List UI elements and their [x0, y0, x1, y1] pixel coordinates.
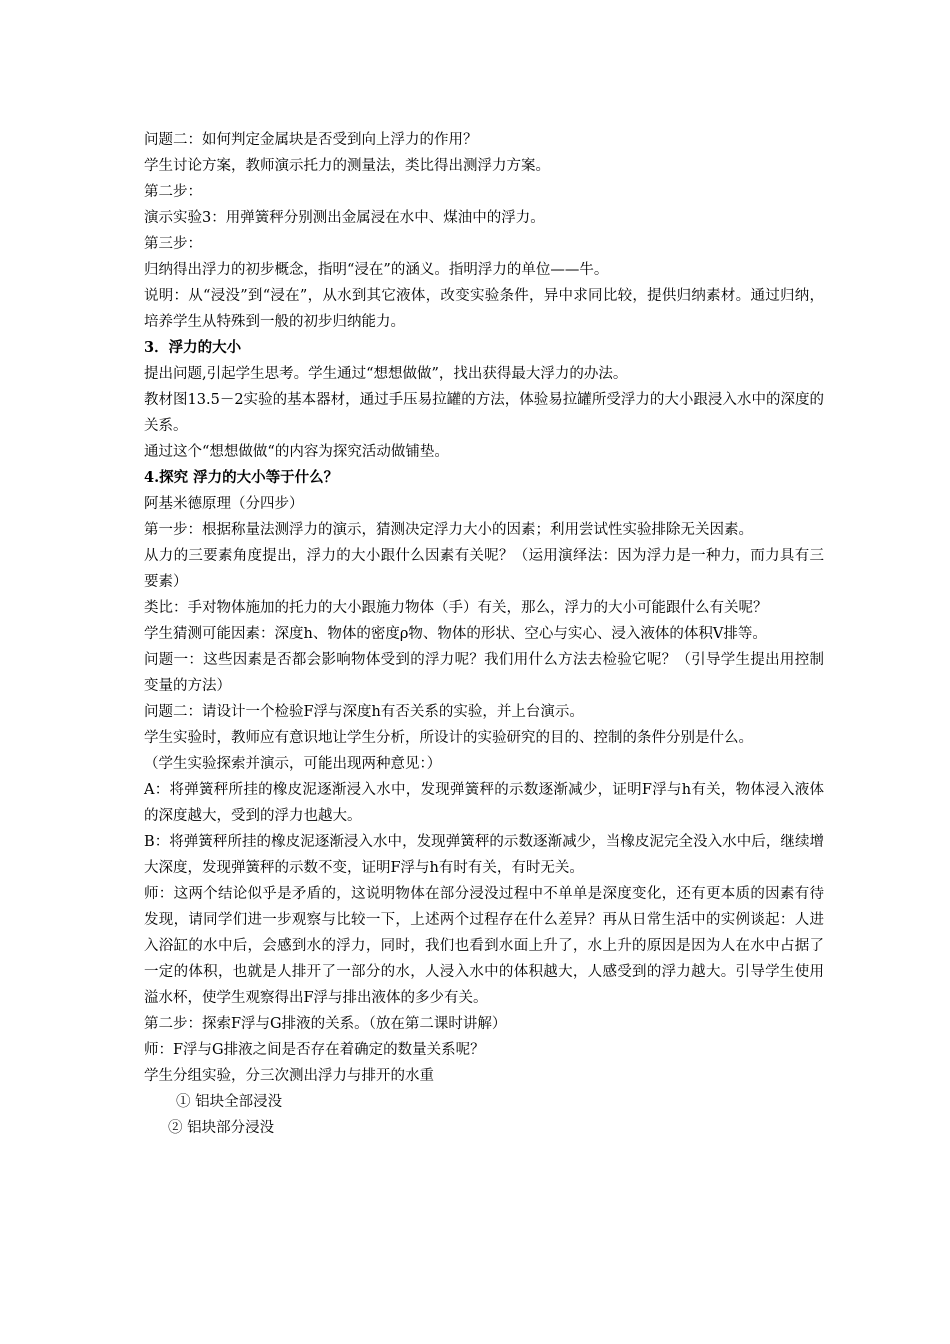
- paragraph: B：将弹簧秤所挂的橡皮泥逐渐浸入水中，发现弹簧秤的示数逐渐减少，当橡皮泥完全没入水中后，继续增大深度，发现弹簧秤的示数不变，证明F浮与h有时有关，有时无关。: [144, 834, 824, 876]
- paragraph: 说明：从“浸没”到“浸在”，从水到其它液体，改变实验条件，异中求同比较，提供归纳素材。通过归纳，培养学生从特殊到一般的初步归纳能力。: [144, 288, 824, 330]
- paragraph: 演示实验3：用弹簧秤分别测出金属浸在水中、煤油中的浮力。: [144, 210, 545, 226]
- paragraph: 类比：手对物体施加的托力的大小跟施力物体（手）有关，那么，浮力的大小可能跟什么有关呢？: [144, 600, 768, 616]
- section-heading: 4.探究 浮力的大小等于什么？: [144, 469, 339, 486]
- paragraph: 第二步：探索F浮与G排液的关系。（放在第二课时讲解）: [144, 1016, 507, 1032]
- paragraph: 问题一：这些因素是否都会影响物体受到的浮力呢？我们用什么方法去检验它呢？（引导学生提出用控制变量的方法）: [144, 652, 824, 694]
- paragraph: 师：F浮与G排液之间是否存在着确定的数量关系呢？: [144, 1042, 485, 1058]
- paragraph: 从力的三要素角度提出，浮力的大小跟什么因素有关呢？（运用演绎法：因为浮力是一种力，而力具有三要素）: [144, 548, 824, 590]
- paragraph: 师：这两个结论似乎是矛盾的，这说明物体在部分浸没过程中不单单是深度变化，还有更本质的因素有待发现，请同学们进一步观察与比较一下，上述两个过程存在什么差异？再从日常生活中的实例谈起：人进入浴缸的水中后，会感到水的浮力，同时，我们也看到水面上升了，水上升的原因是因为人在水中占据了一定的体积，也就是人排开了一部分的水，人浸入水中的体积越大，人感受到的浮力越大。引导学生使用溢水杯，使学生观察得出F浮与排出液体的多少有关。: [144, 886, 824, 1006]
- paragraph: 第二步：: [144, 184, 202, 200]
- paragraph: 学生分组实验，分三次测出浮力与排开的水重: [144, 1068, 434, 1084]
- list-item: ② 铝块部分浸没: [168, 1120, 275, 1136]
- section-heading: 3．浮力的大小: [144, 339, 242, 356]
- paragraph: 教材图13.5－2实验的基本器材，通过手压易拉罐的方法，体验易拉罐所受浮力的大小跟浸入水中的深度的关系。: [144, 392, 824, 434]
- paragraph: 学生猜测可能因素：深度h、物体的密度ρ物、物体的形状、空心与实心、浸入液体的体积V排等。: [144, 626, 767, 642]
- paragraph: 归纳得出浮力的初步概念，指明“浸在”的涵义。指明浮力的单位——牛。: [144, 262, 609, 278]
- paragraph: 提出问题,引起学生思考。学生通过“想想做做”，找出获得最大浮力的办法。: [144, 366, 628, 382]
- document-body: [144, 127, 824, 1141]
- paragraph: 学生实验时，教师应有意识地让学生分析，所设计的实验研究的目的、控制的条件分别是什么。: [144, 730, 753, 746]
- paragraph: 通过这个“想想做做“的内容为探究活动做铺垫。: [144, 444, 449, 460]
- paragraph: 问题二：如何判定金属块是否受到向上浮力的作用？: [144, 132, 478, 148]
- paragraph: A：将弹簧秤所挂的橡皮泥逐渐浸入水中，发现弹簧秤的示数逐渐减少，证明F浮与h有关，物体浸入液体的深度越大，受到的浮力也越大。: [144, 782, 824, 824]
- paragraph: 第三步：: [144, 236, 202, 252]
- list-item: ① 铝块全部浸没: [176, 1094, 283, 1110]
- paragraph: （学生实验探索并演示，可能出现两种意见：）: [144, 756, 442, 772]
- paragraph: 问题二：请设计一个检验F浮与深度h有否关系的实验，并上台演示。: [144, 704, 584, 720]
- paragraph: 第一步：根据称量法测浮力的演示，猜测决定浮力大小的因素；利用尝试性实验排除无关因素。: [144, 522, 753, 538]
- paragraph: 学生讨论方案，教师演示托力的测量法，类比得出测浮力方案。: [144, 158, 550, 174]
- paragraph: 阿基米德原理（分四步）: [144, 496, 304, 512]
